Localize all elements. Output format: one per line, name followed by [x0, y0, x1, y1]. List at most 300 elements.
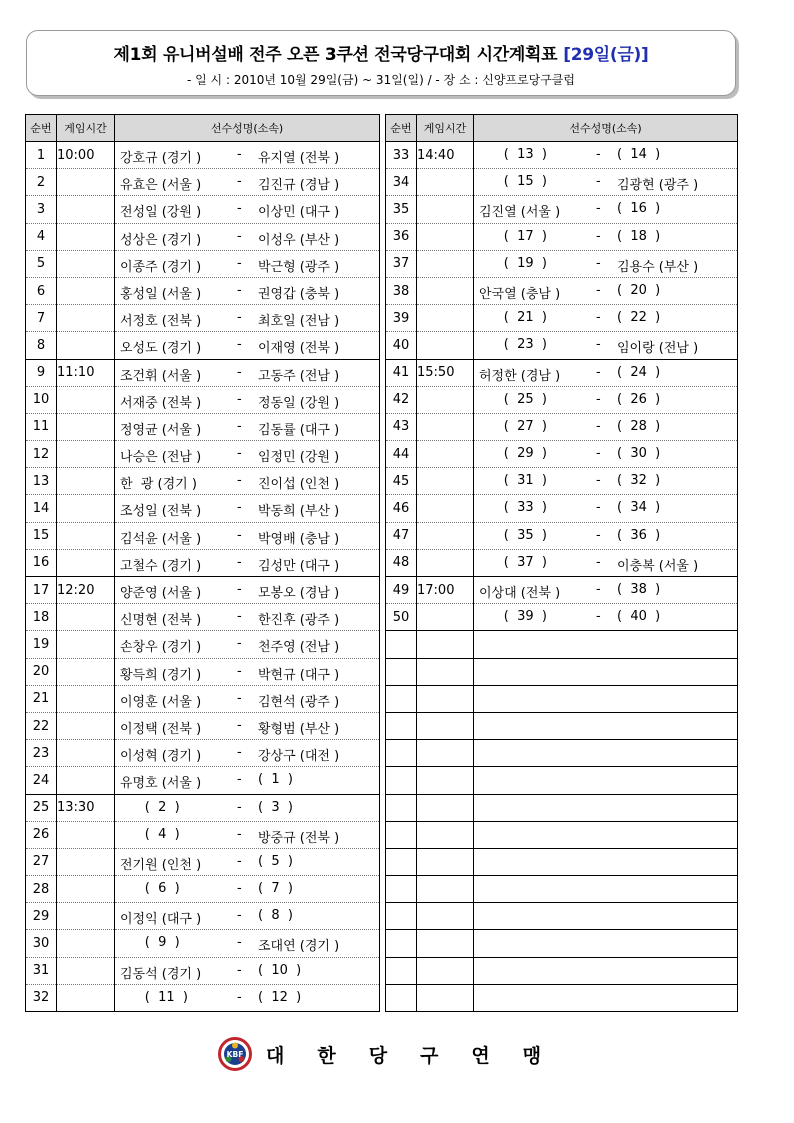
player-two: ( 14 ) — [617, 147, 661, 162]
empty-cell — [417, 876, 474, 903]
match-players — [474, 196, 738, 223]
player-two: 모봉오 (경남 ) — [258, 586, 340, 601]
player-one: 전기원 (인천 ) — [120, 857, 202, 873]
match-players — [474, 169, 738, 196]
player-two: 김진규 (경남 ) — [258, 178, 340, 194]
empty-cell — [417, 685, 474, 712]
match-players — [115, 441, 380, 468]
match-number: 47 — [386, 522, 417, 549]
table-row — [26, 413, 380, 440]
table-row — [26, 794, 380, 821]
player-one: 정영균 (서울 ) — [120, 422, 202, 438]
game-time — [57, 685, 115, 712]
header-players: 선수성명(소속) — [474, 115, 738, 142]
vs-separator: - — [237, 582, 242, 597]
empty-row — [386, 658, 738, 685]
player-one: 나승은 (전남 ) — [120, 450, 202, 466]
player-one: 성상은 (경기 ) — [120, 232, 202, 248]
vs-separator: - — [596, 527, 601, 543]
game-time — [417, 441, 474, 468]
empty-cell — [386, 903, 417, 930]
match-players — [115, 277, 380, 304]
game-time — [417, 522, 474, 549]
game-time: 14:40 — [417, 142, 474, 169]
empty-cell — [417, 848, 474, 875]
player-one: 강호규 (경기 ) — [120, 151, 202, 166]
match-number: 40 — [386, 332, 417, 359]
match-number: 18 — [26, 604, 57, 631]
match-number: 30 — [26, 930, 57, 957]
header-num: 순번 — [386, 115, 417, 142]
table-row — [26, 522, 380, 549]
player-two: 유지열 (전북 ) — [258, 151, 340, 166]
vs-separator: - — [237, 826, 242, 842]
vs-separator: - — [237, 908, 242, 924]
game-time — [57, 332, 115, 359]
player-two: 이상민 (대구 ) — [258, 205, 340, 221]
match-players — [115, 930, 380, 957]
player-one: ( 15 ) — [479, 174, 548, 190]
table-row — [386, 250, 738, 277]
empty-cell — [417, 631, 474, 658]
vs-separator: - — [237, 337, 242, 353]
kbf-logo-icon — [218, 1037, 252, 1071]
player-two: ( 16 ) — [617, 201, 661, 217]
match-number: 37 — [386, 250, 417, 277]
player-two: 정동일 (강원 ) — [258, 395, 340, 411]
match-players — [474, 250, 738, 277]
game-time — [417, 169, 474, 196]
empty-cell — [386, 957, 417, 984]
game-time: 17:00 — [417, 577, 474, 604]
game-time — [57, 848, 115, 875]
table-row — [26, 495, 380, 522]
empty-row — [386, 767, 738, 794]
table-row — [26, 223, 380, 250]
match-players — [474, 142, 738, 169]
player-one: 손창우 (경기 ) — [120, 640, 202, 656]
vs-separator: - — [237, 772, 242, 788]
table-row — [26, 740, 380, 767]
game-time — [57, 658, 115, 685]
table-row — [26, 142, 380, 169]
player-two: 한진후 (광주 ) — [258, 613, 340, 629]
vs-separator: - — [237, 636, 242, 652]
match-players — [474, 332, 738, 359]
game-time — [57, 305, 115, 332]
match-number: 35 — [386, 196, 417, 223]
player-one: ( 19 ) — [479, 255, 548, 271]
player-one: ( 9 ) — [120, 935, 180, 951]
match-number: 13 — [26, 468, 57, 495]
match-players — [115, 767, 380, 794]
vs-separator: - — [237, 799, 242, 815]
match-number: 46 — [386, 495, 417, 522]
player-one: 이정익 (대구 ) — [120, 912, 202, 928]
game-time — [417, 413, 474, 440]
empty-cell — [386, 930, 417, 957]
player-one: 안국열 (충남 ) — [479, 286, 561, 302]
match-number: 20 — [26, 658, 57, 685]
vs-separator: - — [596, 228, 601, 244]
player-one: 서재중 (전북 ) — [120, 395, 202, 411]
match-players — [115, 685, 380, 712]
player-two: 최호일 (전남 ) — [258, 314, 340, 330]
match-players — [474, 386, 738, 413]
match-number: 2 — [26, 169, 57, 196]
empty-row — [386, 685, 738, 712]
match-players — [115, 169, 380, 196]
match-number: 17 — [26, 577, 57, 604]
player-two: ( 18 ) — [617, 228, 661, 244]
player-two: ( 32 ) — [617, 473, 661, 489]
empty-row — [386, 957, 738, 984]
table-row — [26, 441, 380, 468]
match-players — [115, 577, 380, 604]
player-one: ( 27 ) — [479, 418, 548, 434]
vs-separator: - — [237, 473, 242, 489]
player-one: 황득희 (경기 ) — [120, 667, 202, 683]
vs-separator: - — [237, 364, 242, 380]
table-row — [26, 577, 380, 604]
table-row — [26, 277, 380, 304]
schedule-body-right — [386, 142, 738, 1012]
empty-cell — [386, 848, 417, 875]
match-players — [115, 332, 380, 359]
game-time — [57, 984, 115, 1011]
empty-cell — [417, 767, 474, 794]
match-number: 15 — [26, 522, 57, 549]
match-number: 26 — [26, 821, 57, 848]
table-row — [26, 658, 380, 685]
match-players — [115, 549, 380, 576]
table-row — [386, 142, 738, 169]
table-row — [386, 277, 738, 304]
game-time: 15:50 — [417, 359, 474, 386]
player-one: ( 2 ) — [120, 799, 180, 815]
match-players — [115, 957, 380, 984]
game-time — [57, 468, 115, 495]
player-two: 김현석 (광주 ) — [258, 694, 340, 710]
table-row — [26, 169, 380, 196]
table-row — [26, 359, 380, 386]
match-number: 11 — [26, 413, 57, 440]
player-two: ( 7 ) — [258, 881, 293, 897]
game-time: 13:30 — [57, 794, 115, 821]
table-row — [26, 196, 380, 223]
empty-row — [386, 794, 738, 821]
vs-separator: - — [237, 446, 242, 462]
match-players — [474, 441, 738, 468]
empty-cell — [474, 685, 738, 712]
match-players — [474, 359, 738, 386]
player-one: ( 37 ) — [479, 554, 548, 570]
player-two: 임정민 (강원 ) — [258, 450, 340, 466]
player-one: 조성일 (전북 ) — [120, 504, 202, 520]
table-row — [386, 169, 738, 196]
empty-row — [386, 740, 738, 767]
game-time — [417, 223, 474, 250]
vs-separator: - — [596, 391, 601, 407]
match-number: 25 — [26, 794, 57, 821]
table-row — [386, 549, 738, 576]
player-two: ( 3 ) — [258, 799, 293, 815]
table-row — [386, 577, 738, 604]
player-two: ( 10 ) — [258, 962, 302, 978]
header-box — [26, 30, 736, 96]
game-time: 12:20 — [57, 577, 115, 604]
player-one: 신명현 (전북 ) — [120, 613, 202, 629]
player-two: 이충복 (서울 ) — [617, 558, 699, 574]
player-one: ( 31 ) — [479, 473, 548, 489]
game-time — [57, 712, 115, 739]
player-one: ( 6 ) — [120, 881, 180, 897]
match-players — [115, 495, 380, 522]
vs-separator: - — [237, 663, 242, 679]
player-one: 전성일 (강원 ) — [120, 205, 202, 221]
player-one: ( 23 ) — [479, 337, 548, 353]
player-two: 김광현 (광주 ) — [617, 178, 699, 194]
table-row — [26, 876, 380, 903]
player-two: 권영갑 (충북 ) — [258, 286, 340, 302]
game-time — [417, 196, 474, 223]
game-time — [417, 549, 474, 576]
player-one: 이정택 (전북 ) — [120, 721, 202, 737]
match-players — [474, 604, 738, 631]
empty-cell — [474, 930, 738, 957]
player-one: ( 4 ) — [120, 826, 180, 842]
match-number: 34 — [386, 169, 417, 196]
game-time — [57, 495, 115, 522]
player-two: ( 5 ) — [258, 853, 293, 869]
empty-row — [386, 903, 738, 930]
vs-separator: - — [237, 609, 242, 625]
table-row — [386, 332, 738, 359]
player-two: ( 22 ) — [617, 310, 661, 326]
match-players — [115, 386, 380, 413]
player-one: 이영훈 (서울 ) — [120, 694, 202, 710]
player-two: 천주영 (전남 ) — [258, 640, 340, 656]
game-time — [57, 169, 115, 196]
table-row — [386, 468, 738, 495]
game-time: 10:00 — [57, 142, 115, 169]
empty-cell — [474, 712, 738, 739]
player-one: 홍성일 (서울 ) — [120, 286, 202, 302]
empty-cell — [386, 767, 417, 794]
match-players — [115, 223, 380, 250]
match-number: 22 — [26, 712, 57, 739]
match-number: 12 — [26, 441, 57, 468]
game-time — [57, 604, 115, 631]
player-one: 고철수 (경기 ) — [120, 558, 202, 574]
player-two: ( 8 ) — [258, 908, 293, 924]
player-one: 허정한 (경남 ) — [479, 368, 561, 384]
player-two: ( 40 ) — [617, 609, 661, 625]
player-two: 고동주 (전남 ) — [258, 368, 340, 384]
empty-row — [386, 712, 738, 739]
org-name: 대한당구연맹 — [266, 1045, 575, 1067]
empty-cell — [417, 712, 474, 739]
vs-separator: - — [237, 282, 242, 298]
match-players — [474, 495, 738, 522]
match-players — [115, 196, 380, 223]
player-one: 김동석 (경기 ) — [120, 966, 202, 982]
game-time — [57, 821, 115, 848]
vs-separator: - — [596, 500, 601, 516]
table-header-row — [386, 115, 738, 142]
player-two: 이성우 (부산 ) — [258, 232, 340, 248]
vs-separator: - — [596, 310, 601, 326]
empty-cell — [474, 848, 738, 875]
empty-cell — [386, 876, 417, 903]
match-number: 33 — [386, 142, 417, 169]
match-number: 3 — [26, 196, 57, 223]
player-one: 오성도 (경기 ) — [120, 341, 202, 357]
player-one: 이종주 (경기 ) — [120, 259, 202, 275]
game-time — [57, 876, 115, 903]
empty-cell — [474, 957, 738, 984]
match-number: 5 — [26, 250, 57, 277]
empty-cell — [386, 658, 417, 685]
match-players — [115, 305, 380, 332]
game-time — [57, 250, 115, 277]
match-players — [115, 468, 380, 495]
game-time — [57, 277, 115, 304]
vs-separator: - — [237, 147, 242, 162]
empty-row — [386, 876, 738, 903]
logo-text: KBF — [226, 1050, 244, 1059]
game-time — [57, 957, 115, 984]
vs-separator: - — [596, 418, 601, 434]
player-two: ( 12 ) — [258, 989, 302, 1005]
match-players — [115, 848, 380, 875]
match-number: 24 — [26, 767, 57, 794]
match-players — [474, 468, 738, 495]
match-number: 8 — [26, 332, 57, 359]
empty-cell — [386, 631, 417, 658]
match-players — [115, 413, 380, 440]
match-number: 39 — [386, 305, 417, 332]
player-two: 진이섭 (인천 ) — [258, 477, 340, 493]
match-number: 4 — [26, 223, 57, 250]
table-row — [26, 386, 380, 413]
empty-cell — [386, 984, 417, 1011]
player-one: ( 13 ) — [479, 147, 548, 162]
footer — [218, 1037, 575, 1069]
match-number: 31 — [26, 957, 57, 984]
game-time — [417, 604, 474, 631]
empty-cell — [417, 903, 474, 930]
schedule-table-left — [25, 114, 380, 1012]
vs-separator: - — [596, 364, 601, 380]
game-time — [57, 903, 115, 930]
match-number: 45 — [386, 468, 417, 495]
empty-cell — [417, 794, 474, 821]
match-number: 41 — [386, 359, 417, 386]
table-row — [386, 413, 738, 440]
match-players — [474, 277, 738, 304]
table-row — [386, 359, 738, 386]
match-players — [115, 821, 380, 848]
empty-cell — [386, 821, 417, 848]
match-number: 48 — [386, 549, 417, 576]
empty-cell — [386, 740, 417, 767]
player-two: 박현규 (대구 ) — [258, 667, 340, 683]
table-row — [26, 549, 380, 576]
player-one: 양준영 (서울 ) — [120, 586, 202, 601]
match-number: 49 — [386, 577, 417, 604]
player-one: 유명호 (서울 ) — [120, 776, 202, 792]
match-number: 1 — [26, 142, 57, 169]
player-one: 한 광 (경기 ) — [120, 477, 197, 493]
match-number: 36 — [386, 223, 417, 250]
match-number: 32 — [26, 984, 57, 1011]
match-players — [474, 413, 738, 440]
match-number: 21 — [26, 685, 57, 712]
player-two: 조대연 (경기 ) — [258, 939, 340, 955]
vs-separator: - — [237, 935, 242, 951]
vs-separator: - — [596, 609, 601, 625]
game-time — [57, 930, 115, 957]
empty-cell — [474, 631, 738, 658]
vs-separator: - — [596, 554, 601, 570]
match-players — [115, 712, 380, 739]
player-one: ( 33 ) — [479, 500, 548, 516]
empty-row — [386, 930, 738, 957]
event-info: - 일 시 : 2010년 10월 29일(금) ~ 31일(일) / - 장 소 : 신양프로당구클럽 — [187, 73, 575, 87]
match-players — [115, 658, 380, 685]
game-time — [57, 631, 115, 658]
vs-separator: - — [237, 310, 242, 326]
player-one: 이상대 (전북 ) — [479, 586, 561, 601]
game-time — [417, 277, 474, 304]
vs-separator: - — [237, 853, 242, 869]
player-two: 이재영 (전북 ) — [258, 341, 340, 357]
player-two: ( 38 ) — [617, 582, 661, 597]
table-row — [26, 821, 380, 848]
vs-separator: - — [596, 147, 601, 162]
vs-separator: - — [237, 962, 242, 978]
match-players — [115, 142, 380, 169]
table-row — [26, 984, 380, 1011]
game-time — [57, 196, 115, 223]
schedule-body-left — [26, 142, 380, 1012]
empty-cell — [417, 740, 474, 767]
empty-cell — [474, 767, 738, 794]
empty-cell — [474, 903, 738, 930]
player-two: 황형범 (부산 ) — [258, 721, 340, 737]
game-time — [57, 767, 115, 794]
vs-separator: - — [237, 255, 242, 271]
empty-cell — [417, 930, 474, 957]
empty-row — [386, 631, 738, 658]
player-one: ( 39 ) — [479, 609, 548, 625]
vs-separator: - — [596, 174, 601, 190]
game-time — [417, 386, 474, 413]
table-row — [386, 386, 738, 413]
player-one: 김석윤 (서울 ) — [120, 531, 202, 547]
title-text: 제1회 유니버설배 전주 오픈 3쿠션 전국당구대회 시간계획표 — [113, 45, 558, 65]
vs-separator: - — [596, 201, 601, 217]
table-row — [386, 223, 738, 250]
empty-cell — [417, 821, 474, 848]
player-one: 이성혁 (경기 ) — [120, 749, 202, 765]
table-row — [26, 305, 380, 332]
match-players — [474, 522, 738, 549]
vs-separator: - — [237, 500, 242, 516]
vs-separator: - — [237, 717, 242, 733]
empty-cell — [417, 984, 474, 1011]
